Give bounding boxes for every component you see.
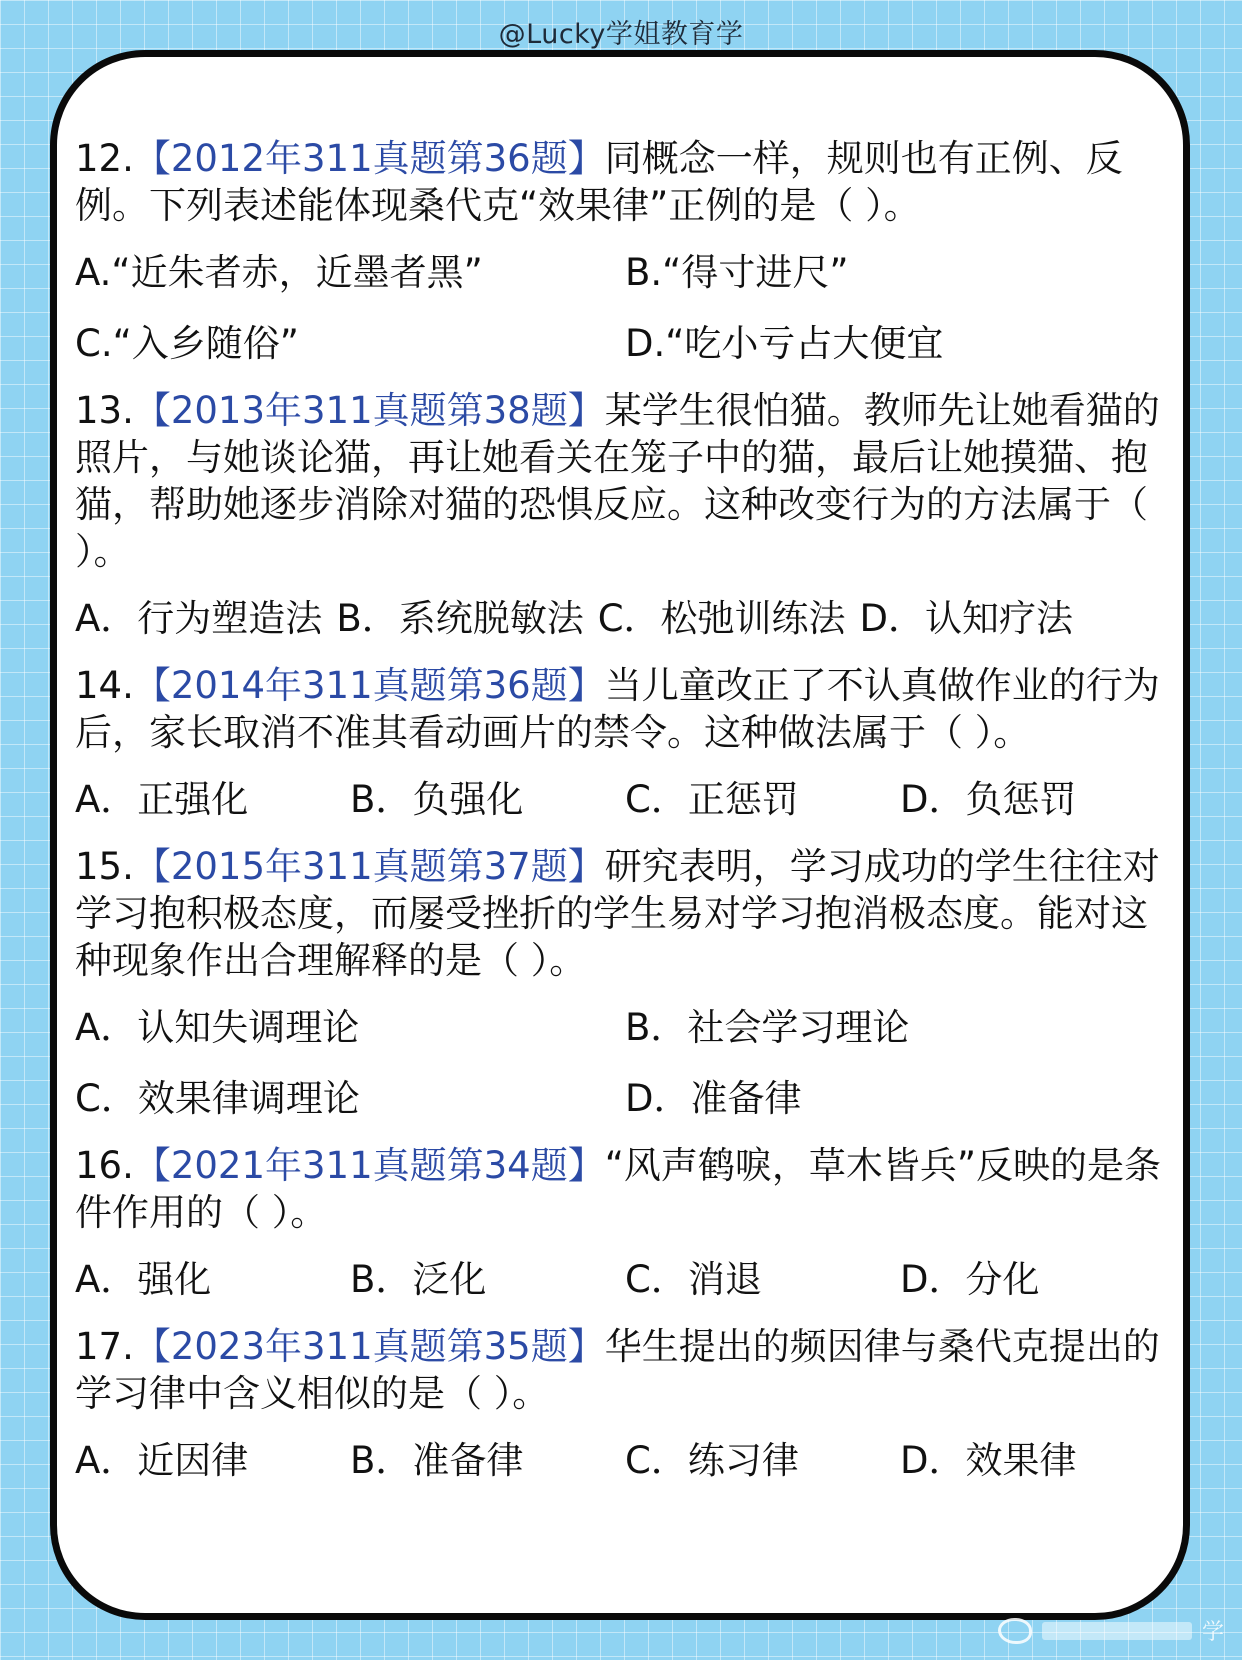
option-list [75,595,1175,642]
question-body: 某学生很怕猫。教师先让她看猫的照片，与她谈论猫，再让她看关在笼子中的猫，最后让她摸猫、抱猫，帮助她逐步消除对猫的恐惧反应。这种改变行为的方法属于（ ）。 [75,389,1160,573]
option-d: D．效果律 [900,1439,1077,1482]
question-number: 16. [75,1144,134,1187]
option-list [75,1004,1175,1122]
watermark-text: @Lucky学姐教育学 [498,19,744,50]
question-source-tag: 【2014年311真题第36题】 [133,664,605,707]
option-a: A．行为塑造法 [75,597,323,640]
question-number: 17. [75,1325,134,1368]
option-a: A．强化 [75,1258,212,1301]
question-text [75,387,1175,575]
option-b: B．社会学习理论 [625,1006,910,1049]
option-c: C．消退 [625,1258,762,1301]
option-d: D．负惩罚 [900,778,1077,821]
question-list [75,135,1175,1484]
option-b: B.“得寸进尺” [625,251,849,294]
option-c: C．效果律调理论 [75,1077,360,1120]
question-number: 12. [75,137,134,180]
question-source-tag: 【2023年311真题第35题】 [133,1325,605,1368]
question-item-13 [75,387,1175,642]
option-d: D．准备律 [625,1077,802,1120]
question-item-15 [75,843,1175,1122]
question-card [50,50,1190,1620]
option-d: D．认知疗法 [859,597,1074,640]
option-c: C．正惩罚 [625,778,799,821]
question-text [75,843,1175,984]
option-c: C.“入乡随俗” [75,322,299,365]
option-c: C．松弛训练法 [597,597,846,640]
option-c: C．练习律 [625,1439,799,1482]
option-a: A.“近朱者赤，近墨者黑” [75,251,483,294]
question-source-tag: 【2015年311真题第37题】 [133,845,605,888]
question-text [75,1323,1175,1417]
option-b: B．泛化 [350,1258,487,1301]
option-b: B．准备律 [350,1439,524,1482]
watermark-char: 学 [1201,1620,1224,1645]
question-number: 13. [75,389,134,432]
weibo-logo-icon [998,1618,1032,1644]
question-item-14 [75,662,1175,823]
question-text [75,1142,1175,1236]
option-a: A．正强化 [75,778,249,821]
option-b: B．系统脱敏法 [336,597,584,640]
question-source-tag: 【2021年311真题第34题】 [133,1144,605,1187]
option-list [75,1256,1175,1303]
question-body: “风声鹤唳，草木皆兵”反映的是条件作用的（ ）。 [75,1144,1162,1234]
option-list [75,1437,1175,1484]
question-body: 同概念一样，规则也有正例、反例。下列表述能体现桑代克“效果律”正例的是（ ）。 [75,137,1123,227]
question-item-12 [75,135,1175,367]
question-number: 14. [75,664,134,707]
question-source-tag: 【2013年311真题第38题】 [133,389,605,432]
option-d: D．分化 [900,1258,1040,1301]
option-a: A．认知失调理论 [75,1006,360,1049]
question-text [75,135,1175,229]
option-d: D.“吃小亏占大便宜 [625,322,944,365]
question-item-16 [75,1142,1175,1303]
platform-watermark [998,1615,1224,1646]
question-number: 15. [75,845,134,888]
option-a: A．近因律 [75,1439,249,1482]
question-item-17 [75,1323,1175,1484]
question-body: 研究表明，学习成功的学生往往对学习抱积极态度，而屡受挫折的学生易对学习抱消极态度。能对这种现象作出合理解释的是（ ）。 [75,845,1160,982]
question-body: 当儿童改正了不认真做作业的行为后，家长取消不准其看动画片的禁令。这种做法属于（ ）。 [75,664,1160,754]
option-b: B．负强化 [350,778,524,821]
question-text [75,662,1175,756]
question-source-tag: 【2012年311真题第36题】 [133,137,605,180]
watermark-bar [1042,1622,1192,1640]
option-list [75,249,1175,367]
option-list [75,776,1175,823]
question-body: 华生提出的频因律与桑代克提出的学习律中含义相似的是（ ）。 [75,1325,1160,1415]
